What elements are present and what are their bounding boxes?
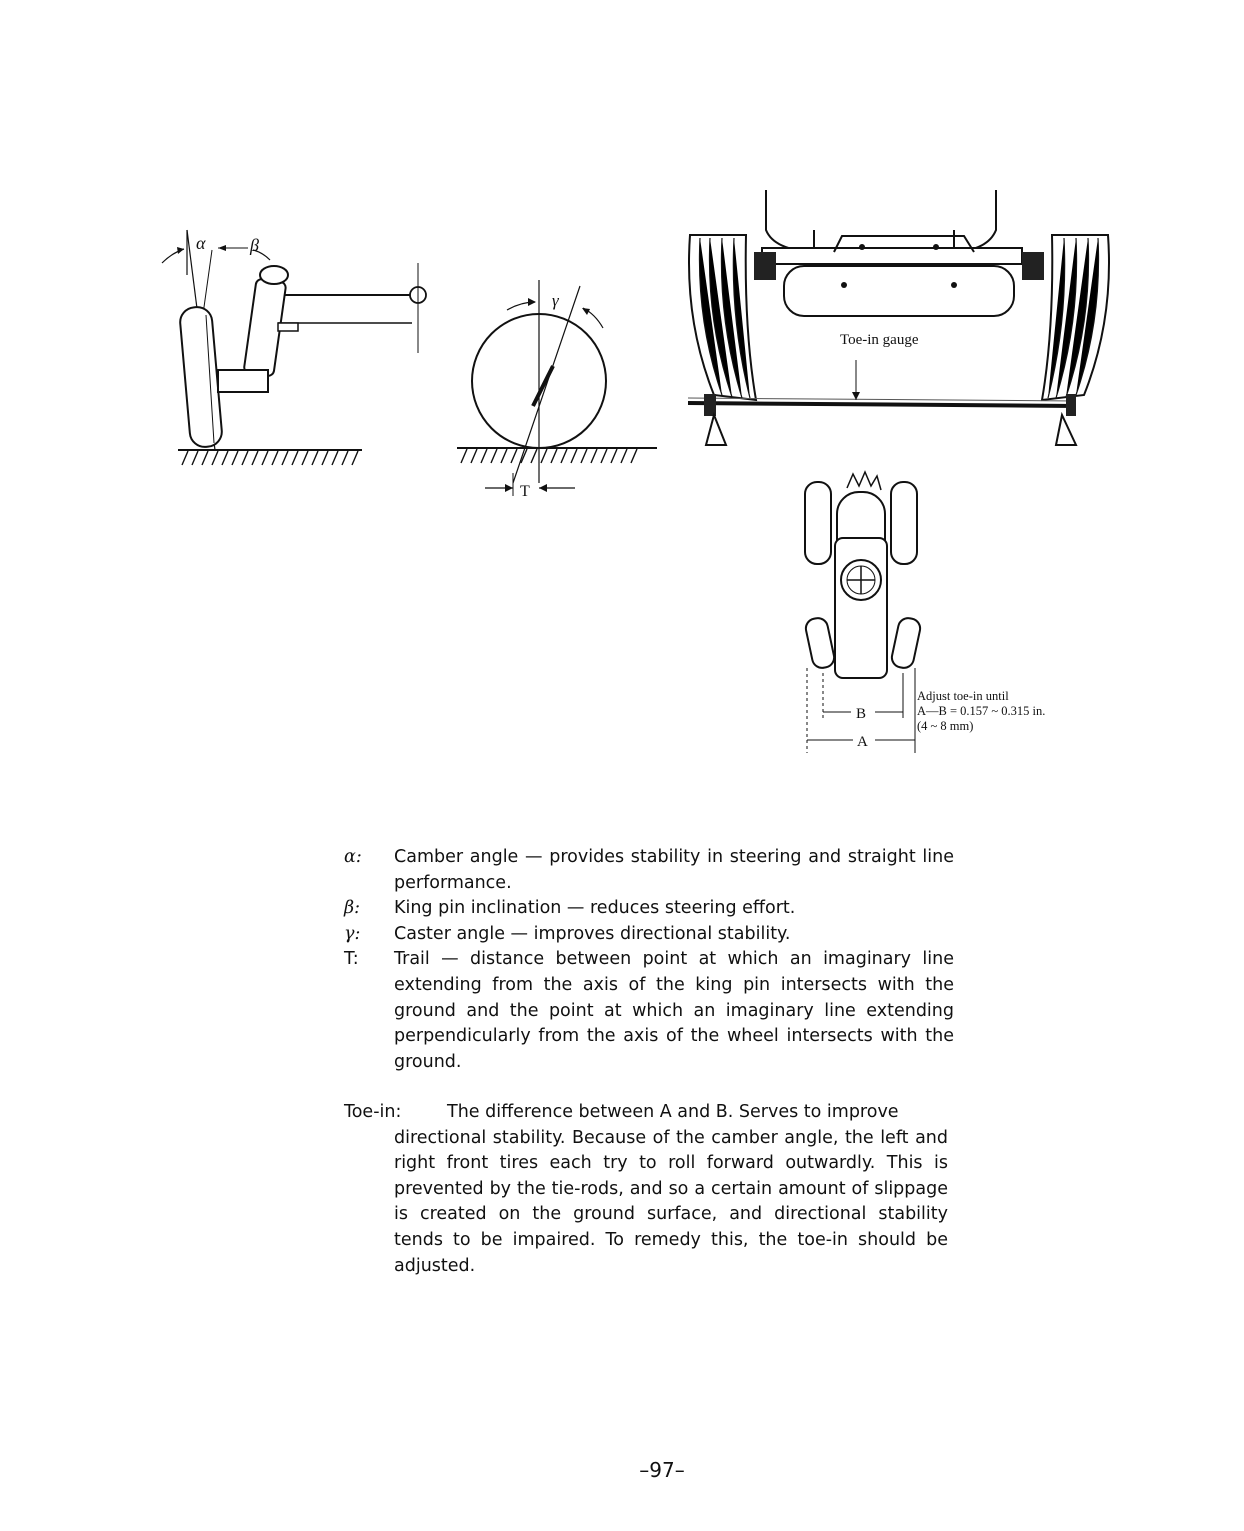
gamma-label: γ bbox=[552, 291, 559, 310]
b-label: B bbox=[856, 706, 867, 722]
toe-in-text-first: The difference between A and B. Serves to improve bbox=[447, 1102, 899, 1122]
alpha-label: α bbox=[196, 233, 206, 253]
page-number: –97– bbox=[639, 1458, 685, 1482]
camber-kingpin-diagram bbox=[150, 215, 440, 475]
definition-trail bbox=[344, 947, 954, 1075]
toe-in-note-line1: Adjust toe-in until bbox=[917, 689, 1009, 703]
definition-symbol: T: bbox=[344, 949, 359, 970]
definition-symbol: γ: bbox=[344, 923, 361, 944]
toe-in-label: Toe-in: bbox=[344, 1102, 402, 1122]
toe-in-note-line3: (4 ~ 8 mm) bbox=[917, 719, 974, 733]
definitions-list bbox=[344, 845, 954, 1075]
definition-text: Camber angle — provides stability in steering and straight line performance. bbox=[394, 847, 954, 893]
definition-text: King pin inclination — reduces steering effort. bbox=[394, 898, 796, 919]
toe-in-gauge-label: Toe-in gauge bbox=[840, 332, 919, 348]
toe-in-top-view-diagram bbox=[795, 468, 1105, 758]
definition-beta bbox=[344, 896, 954, 922]
definition-text: Trail — distance between point at which an imaginary line extending from the axis of the king pin intersects with the ground and the point at which an imaginary line extending perpendicularly from the axis of the wheel intersects with the ground. bbox=[394, 949, 954, 1072]
a-label: A bbox=[857, 734, 868, 750]
toe-in-gauge-photo bbox=[684, 190, 1114, 460]
toe-in-paragraph bbox=[344, 1100, 948, 1279]
toe-in-note-line2: A—B = 0.157 ~ 0.315 in. bbox=[917, 704, 1046, 718]
definition-alpha bbox=[344, 845, 954, 896]
caster-trail-diagram bbox=[455, 268, 665, 500]
beta-label: β bbox=[250, 235, 259, 255]
toe-in-text-rest: directional stability. Because of the camber angle, the left and right front tires each try to roll forward outwardly. This is prevented by the tie-rods, and so a certain amount of slippage is created on the ground surface, and directional stability tends to be impaired. To remedy this, the toe-in should be adjusted. bbox=[394, 1127, 948, 1276]
definition-gamma bbox=[344, 922, 954, 948]
trail-label: T bbox=[520, 483, 530, 500]
definition-symbol: β: bbox=[344, 898, 361, 919]
definition-text: Caster angle — improves directional stability. bbox=[394, 923, 791, 944]
definition-symbol: α: bbox=[344, 847, 362, 867]
